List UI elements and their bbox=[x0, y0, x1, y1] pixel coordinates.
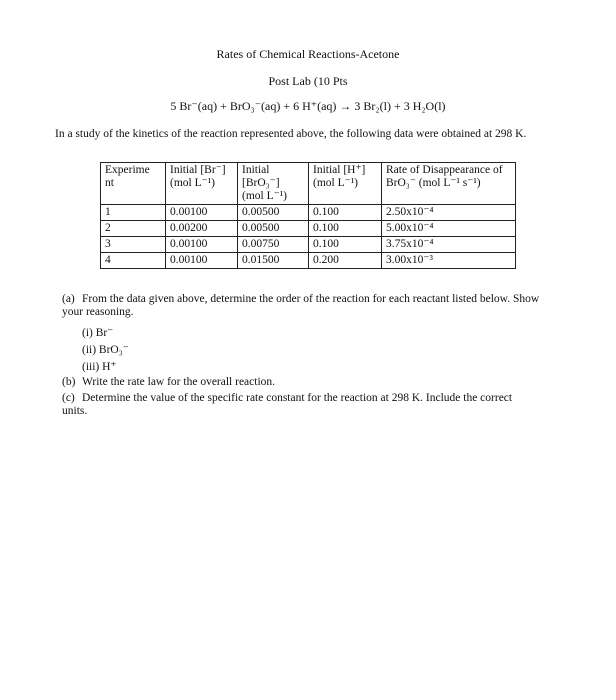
table-cell: 0.00100 bbox=[166, 237, 238, 253]
table-cell: 3 bbox=[101, 237, 166, 253]
table-cell: 2 bbox=[101, 221, 166, 237]
table-cell: 0.00200 bbox=[166, 221, 238, 237]
table-row bbox=[101, 237, 516, 253]
page-subtitle: Post Lab (10 Pts bbox=[268, 74, 348, 88]
table-cell: 4 bbox=[101, 253, 166, 269]
header-rate: Rate of Disappearance of BrO₃⁻ (mol L⁻¹ s⁻¹) bbox=[382, 163, 516, 205]
reaction-equation: 5 Br⁻(aq) + BrO₃⁻(aq) + 6 H⁺(aq) → 3 Br₂(l) + 3 H₂O(l) bbox=[170, 99, 446, 113]
header-experiment: Experime nt bbox=[101, 163, 166, 205]
question-a-ii: (ii) BrO₃⁻ bbox=[82, 344, 129, 356]
question-b bbox=[62, 376, 542, 389]
header-initial-bro3: Initial [BrO₃⁻] (mol L⁻¹) bbox=[238, 163, 309, 205]
question-c-label: (c) bbox=[62, 392, 75, 404]
table-cell: 5.00x10⁻⁴ bbox=[382, 221, 516, 237]
table-cell: 0.00500 bbox=[238, 221, 309, 237]
question-a-iii: (iii) H⁺ bbox=[82, 361, 117, 373]
table-cell: 0.00100 bbox=[166, 253, 238, 269]
table-cell: 3.00x10⁻³ bbox=[382, 253, 516, 269]
intro-paragraph: In a study of the kinetics of the reaction represented above, the following data were obtained at 298 K. bbox=[55, 128, 527, 140]
table-row bbox=[101, 221, 516, 237]
question-a-label: (a) bbox=[62, 293, 75, 305]
header-initial-h: Initial [H⁺] (mol L⁻¹) bbox=[309, 163, 382, 205]
table-cell: 1 bbox=[101, 205, 166, 221]
table-cell: 0.200 bbox=[309, 253, 382, 269]
table-cell: 0.00100 bbox=[166, 205, 238, 221]
table-cell: 0.00750 bbox=[238, 237, 309, 253]
table-cell: 0.100 bbox=[309, 221, 382, 237]
table-row bbox=[101, 205, 516, 221]
table-cell: 0.100 bbox=[309, 205, 382, 221]
question-c-text: Determine the value of the specific rate constant for the reaction at 298 K. Include the correct units. bbox=[62, 392, 513, 417]
table-cell: 0.100 bbox=[309, 237, 382, 253]
table-cell: 0.01500 bbox=[238, 253, 309, 269]
question-b-text: Write the rate law for the overall reaction. bbox=[82, 376, 276, 388]
question-a-i: (i) Br⁻ bbox=[82, 327, 114, 339]
page-title: Rates of Chemical Reactions-Acetone bbox=[216, 47, 400, 61]
table-cell: 3.75x10⁻⁴ bbox=[382, 237, 516, 253]
table-cell: 0.00500 bbox=[238, 205, 309, 221]
table-header-row bbox=[101, 163, 516, 205]
question-a-text: From the data given above, determine the order of the reaction for each reactant listed below. Show your reasoning. bbox=[62, 293, 540, 318]
table-row bbox=[101, 253, 516, 269]
question-a bbox=[62, 293, 542, 319]
question-c bbox=[62, 392, 532, 418]
header-initial-br: Initial [Br⁻] (mol L⁻¹) bbox=[166, 163, 238, 205]
table-cell: 2.50x10⁻⁴ bbox=[382, 205, 516, 221]
question-b-label: (b) bbox=[62, 376, 76, 388]
kinetics-data-table bbox=[100, 162, 516, 269]
